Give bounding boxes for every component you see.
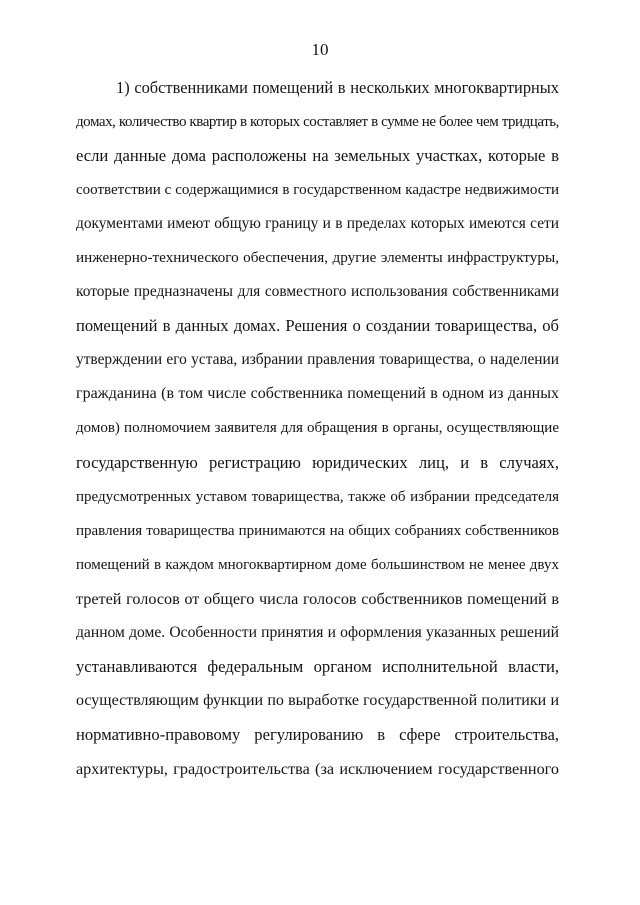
text-line: помещений в данных домах. Решения о создании товарищества, об (76, 316, 559, 336)
text-line: осуществляющим функции по выработке государственной политики и (76, 691, 559, 709)
text-line: домах, количество квартир в которых составляет в сумме не более чем тридцать, (76, 114, 559, 131)
text-line: инженерно-технического обеспечения, другие элементы инфраструктуры, (76, 249, 559, 267)
text-line: устанавливаются федеральным органом исполнительной власти, (76, 656, 559, 676)
body-paragraph (76, 76, 559, 791)
text-line: документами имеют общую границу и в пределах которых имеются сети (76, 215, 559, 233)
page-number: 10 (311, 40, 329, 59)
text-line: соответствии с содержащимися в государственном кадастре недвижимости (76, 182, 559, 199)
text-line: правления товарищества принимаются на общих собраниях собственников (76, 522, 559, 539)
text-line: государственную регистрацию юридических лиц, и в случаях, (76, 452, 559, 472)
text-line: предусмотренных уставом товарищества, также об избрании председателя (76, 488, 559, 505)
text-line: которые предназначены для совместного использования собственниками (76, 283, 559, 301)
text-line: нормативно-правовому регулированию в сфере строительства, (76, 724, 559, 744)
text-line: третей голосов от общего числа голосов собственников помещений в (76, 589, 559, 608)
text-line: данном доме. Особенности принятия и оформления указанных решений (76, 623, 559, 641)
text-line: домов) полномочием заявителя для обращения в органы, осуществляющие (76, 420, 559, 437)
text-line: архитектуры, градостроительства (за исключением государственного (76, 759, 559, 778)
text-line: если данные дома расположены на земельных участках, которые в (76, 146, 559, 166)
text-line: утверждении его устава, избрании правления товарищества, о наделении (76, 351, 559, 369)
text-line: 1) собственниками помещений в нескольких многоквартирных (116, 78, 559, 97)
text-line: гражданина (в том числе собственника помещений в одном из данных (76, 385, 559, 403)
text-line: помещений в каждом многоквартирном доме большинством не менее двух (76, 556, 559, 573)
